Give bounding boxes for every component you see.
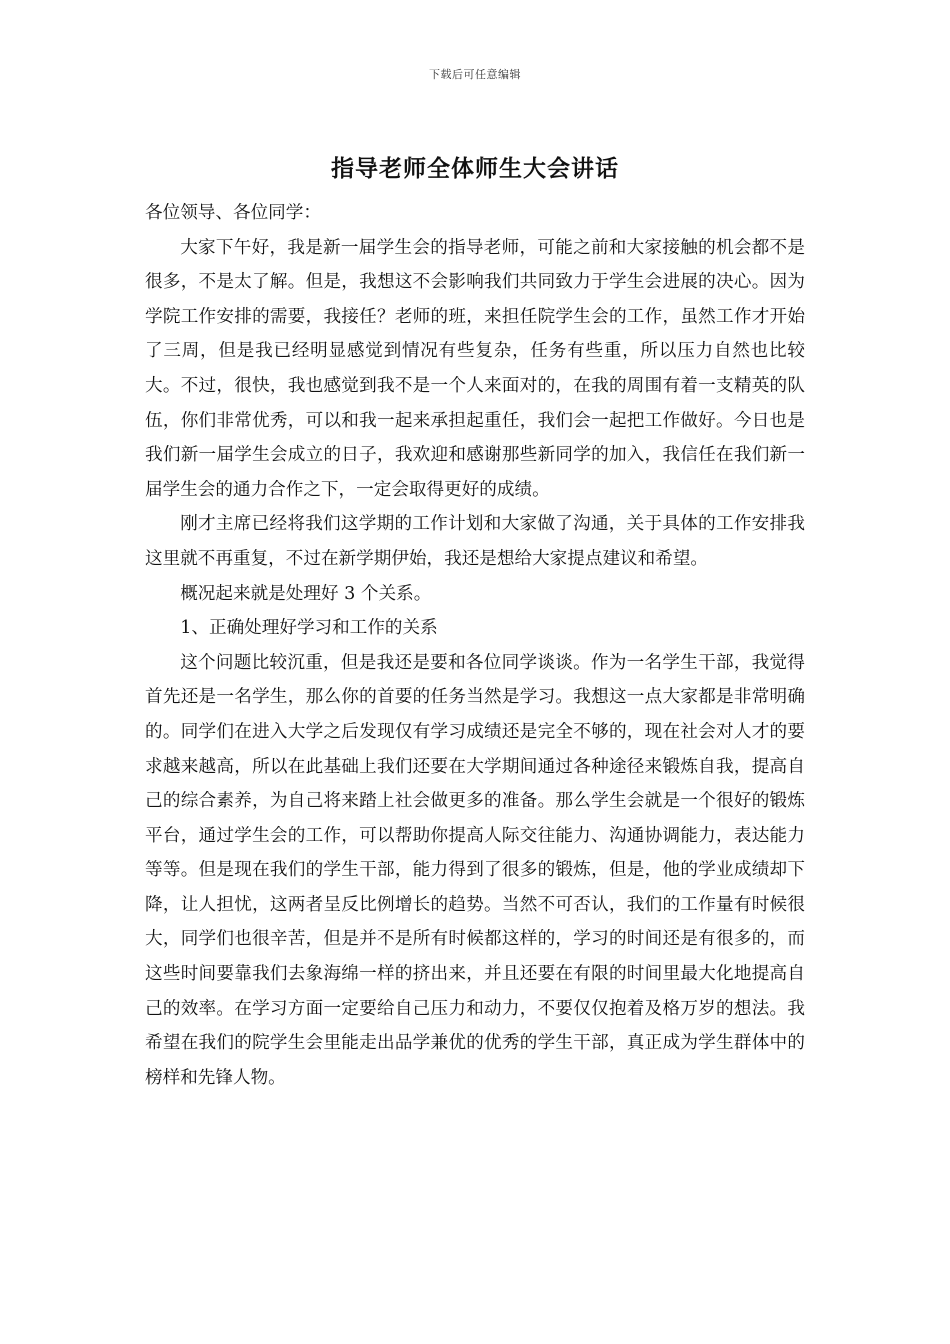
salutation: 各位领导、各位同学： [145,203,321,223]
section-heading-1: 1、正确处理好学习和工作的关系 [180,618,438,639]
paragraph-3: 概况起来就是处理好 3 个关系。 [180,583,432,604]
header-note: 下载后可任意编辑 [429,68,521,81]
paragraph-4: 这个问题比较沉重，但是我还是要和各位同学谈谈。作为一名学生干部，我觉得首先还是一名学生，那么你的首要的任务当然是学习。我想这一点大家都是非常明确的。同学们在进入大学之后发现仅有学习成绩还是完全不够的，现在社会对人才的要求越来越高，所以在此基础上我们还要在大学期间通过各种途径来锻炼自我，提高自己的综合素养，为自己将来踏上社会做更多的准备。那么学生会就是一个很好的锻炼平台，通过学生会的工作，可以帮助你提高人际交往能力、沟通协调能力，表达能力等等。但是现在我们的学生干部，能力得到了很多的锻炼，但是，他的学业成绩却下降，让人担忧，这两者呈反比例增长的趋势。当然不可否认，我们的工作量有时候很大，同学们也很辛苦，但是并不是所有时候都这样的，学习的时间还是有很多的，而这些时间要靠我们去象海绵一样的挤出来，并且还要在有限的时间里最大化地提高自己的效率。在学习方面一定要给自己压力和动力，不要仅仅抱着及格万岁的想法。我希望在我们的院学生会里能走出品学兼优的优秀的学生干部，真正成为学生群体中的榜样和先锋人物。 [145,652,805,1088]
paragraph-2: 刚才主席已经将我们这学期的工作计划和大家做了沟通，关于具体的工作安排我这里就不再重复，不过在新学期伊始，我还是想给大家提点建议和希望。 [145,514,805,569]
document-title: 指导老师全体师生大会讲话 [331,155,619,182]
paragraph-1: 大家下午好，我是新一届学生会的指导老师，可能之前和大家接触的机会都不是很多，不是太了解。但是，我想这不会影响我们共同致力于学生会进展的决心。因为学院工作安排的需要，我接任？老师的班，来担任院学生会的工作，虽然工作才开始了三周，但是我已经明显感觉到情况有些复杂，任务有些重，所以压力自然也比较大。不过，很快，我也感觉到我不是一个人来面对的，在我的周围有着一支精英的队伍，你们非常优秀，可以和我一起来承担起重任，我们会一起把工作做好。今日也是我们新一届学生会成立的日子，我欢迎和感谢那些新同学的加入，我信任在我们新一届学生会的通力合作之下，一定会取得更好的成绩。 [145,237,805,500]
document-body [145,196,805,1095]
